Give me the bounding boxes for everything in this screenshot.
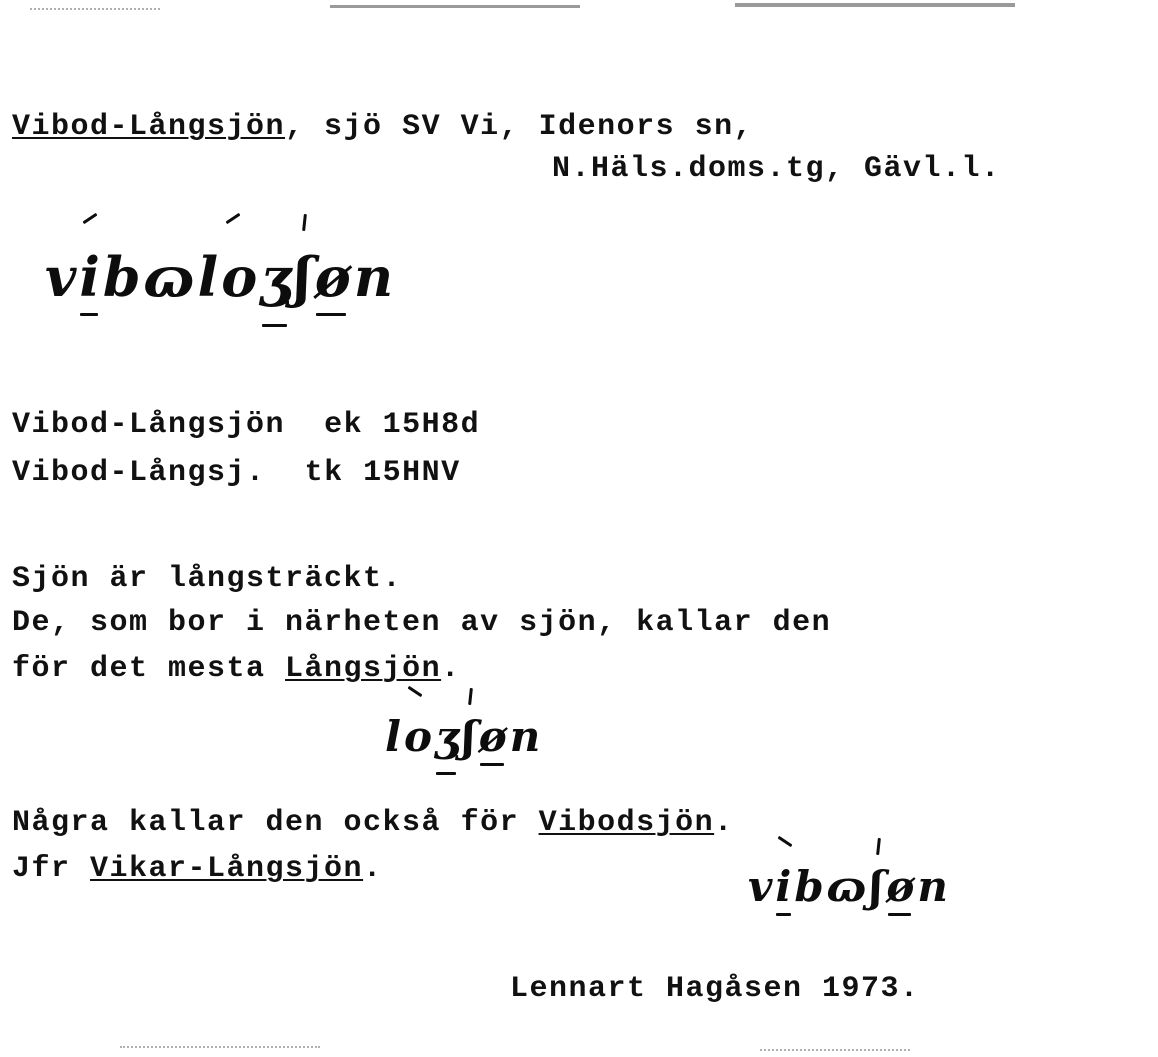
phon-i: i [79, 245, 103, 309]
phon3-n: n [917, 862, 951, 911]
map-reference-name-1: Vibod-Långsjön [12, 408, 286, 442]
phon2-oslash: ø [478, 712, 510, 761]
map-reference-map-2: tk 15HNV [304, 456, 461, 490]
signature: Lennart Hagåsen 1973. [510, 972, 920, 1006]
line-jfr [12, 852, 383, 887]
phon3-b: b [794, 862, 827, 911]
phon2-eng: ʒ [434, 712, 462, 761]
heading-line-2: N.Häls.doms.tg, Gävl.l. [552, 152, 1001, 186]
phon3-o-open: ɷ [826, 862, 870, 911]
line-also-prefix: Några kallar den också för [12, 806, 539, 840]
body-line-1: Sjön är långsträckt. [12, 562, 403, 596]
phon3-oslash: ø [886, 862, 918, 911]
phonetic-transcription-main [45, 245, 396, 309]
body-underlined-word: Långsjön [285, 652, 442, 686]
phon-n: n [353, 245, 397, 309]
body-line-2: De, som bor i närheten av sjön, kallar den [12, 606, 832, 640]
phon-o: o [221, 245, 261, 309]
map-reference-map-1: ek 15H8d [324, 408, 481, 442]
phon3-esh: ʃ [869, 862, 887, 911]
line-jfr-prefix: Jfr [12, 852, 91, 886]
headword: Vibod-Långsjön [12, 110, 286, 144]
phon-oslash: ø [314, 245, 354, 309]
phonetic-transcription-second [385, 712, 543, 761]
line-also-suffix: . [714, 806, 734, 840]
scan-mark-top-left [30, 8, 160, 10]
body-line-3-suffix: . [441, 652, 461, 686]
scan-mark-top-right [735, 3, 1015, 7]
scan-mark-bottom-right [760, 1049, 910, 1051]
phonetic-transcription-third [748, 862, 951, 911]
phon-l: l [197, 245, 222, 309]
scan-mark-top-center [330, 5, 580, 8]
phon2-n: n [509, 712, 544, 761]
phon-esh: ʃ [293, 245, 315, 309]
map-reference-sep-1 [285, 408, 324, 442]
phon2-o: o [403, 712, 435, 761]
heading-line-1 [12, 110, 753, 145]
scan-mark-bottom [120, 1046, 320, 1048]
line-also-underlined: Vibodsjön [538, 806, 715, 840]
phon-b: b [102, 245, 144, 309]
map-reference-name-2: Vibod-Långsj. [12, 456, 266, 490]
map-reference-row-2 [12, 456, 461, 491]
line-jfr-underlined: Vikar-Långsjön [90, 852, 364, 886]
heading-line-1-rest: , sjö SV Vi, Idenors sn, [285, 110, 754, 144]
phon2-esh: ʃ [461, 712, 479, 761]
body-line-3 [12, 652, 461, 687]
phon-o-open: ɷ [143, 245, 198, 309]
map-reference-sep-2 [266, 456, 305, 490]
phon3-v: v [748, 862, 776, 911]
line-also-called [12, 806, 734, 841]
phon-eng: ʒ [260, 245, 294, 309]
line-jfr-suffix: . [363, 852, 383, 886]
body-line-3-prefix: för det mesta [12, 652, 286, 686]
phon2-l: l [385, 712, 404, 761]
phon3-i: i [775, 862, 795, 911]
map-reference-row-1 [12, 408, 480, 443]
phon-v: v [45, 245, 80, 309]
